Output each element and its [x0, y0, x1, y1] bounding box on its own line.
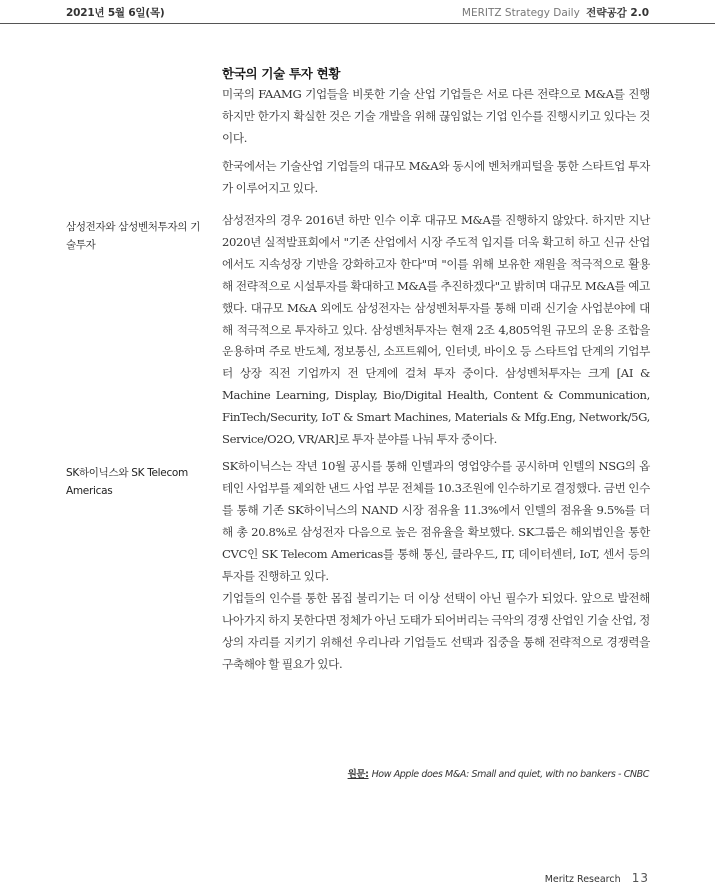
header-publication: [462, 5, 649, 20]
body-paragraph-5: 기업들의 인수를 통한 몸집 불리기는 더 이상 선택이 아닌 필수가 되었다. 앞으로 발전해 나아가지 하지 못한다면 정체가 아닌 도태가 되어버리는 극악의 경쟁 산업인 기술 산업, 정상의 자리를 지키기 위해선 우리나라 기업들도 선택과 집중을 통해 전략적으로 경쟁력을 구축해야 할 필요가 있다.: [222, 591, 650, 671]
body-paragraph-2: 한국에서는 기술산업 기업들의 대규모 M&A와 동시에 벤처캐피털을 통한 스타트업 투자가 이루어지고 있다.: [222, 159, 650, 195]
body-paragraph-1: 미국의 FAAMG 기업들을 비롯한 기술 산업 기업들은 서로 다른 전략으로 M&A를 진행하지만 한가지 확실한 것은 기술 개발을 위해 끊임없는 기업 인수를 진행시키고 있다는 것이다.: [222, 87, 650, 145]
header-divider: [0, 23, 715, 24]
body-paragraph-4: SK하이닉스는 작년 10월 공시를 통해 인텔과의 영업양수를 공시하며 인텔의 NSG의 옵테인 사업부를 제외한 낸드 사업 부문 전체를 10.3조원에 인수하기로 결정했다. 금번 인수를 통해 기존 SK하이닉스의 NAND 시장 점유율 11.3%에서 인텔의 점유율 9.5%를 더해 총 20.8%로 삼성전자 다음으로 높은 점유율을 확보했다. SK그룹은 해외법인을 통한 CVC인 SK Telecom Americas를 통해 통신, 클라우드, IT, 데이터센터, IoT, 센서 등의 투자를 진행하고 있다.: [222, 459, 650, 583]
footer-brand: Meritz Research: [544, 874, 621, 885]
section-heading: 한국의 기술 투자 현황: [222, 66, 341, 81]
publication-name: MERITZ Strategy Daily: [461, 7, 580, 19]
report-date: 2021년 5월 6일(목): [66, 7, 165, 19]
page-header: [0, 0, 715, 24]
page-number: 13: [631, 871, 649, 885]
side-note-sk-hynix: SK하이닉스와 SK Telecom Americas: [66, 467, 188, 497]
section-name: 전략공감 2.0: [586, 7, 649, 19]
side-note-samsung: 삼성전자와 삼성벤처투자의 기술투자: [66, 221, 201, 251]
source-label: 원문:: [347, 769, 369, 780]
page-footer: [545, 867, 649, 886]
source-text: How Apple does M&A: Small and quiet, with no bankers - CNBC: [371, 769, 649, 780]
source-citation: [348, 766, 649, 780]
body-paragraph-3: 삼성전자의 경우 2016년 하만 인수 이후 대규모 M&A를 진행하지 않았다. 하지만 지난 2020년 실적발표회에서 "기존 산업에서 시장 주도적 입지를 더욱 확고히 하고 신규 산업에서도 지속성장 기반을 강화하고자 한다"며 "이를 위해 보유한 재원을 적극적으로 활용해 전략적으로 시설투자를 확대하고 M&A를 추진하겠다"고 밝히며 대규모 M&A를 예고했다. 대규모 M&A 외에도 삼성전자는 삼성벤처투자를 통해 미래 신기술 사업분야에 대해 적극적으로 투자하고 있다. 삼성벤처투자는 현재 2조 4,805억원 규모의 운용 조합을 운용하며 주로 반도체, 정보통신, 소프트웨어, 인터넷, 바이오 등 스타트업 단계의 기업부터 상장 직전 기업까지 전 단계에 걸쳐 투자 중이다. 삼성벤처투자는 크게 [AI & Machine Learning, Display, Bio/Digital Health, Content & Communication, FinTech/Security, IoT & Smart Machines, Materials & Mfg.Eng, Network/5G, Service/O2O, VR/AR]로 투자 분야를 나눠 투자 중이다.: [222, 213, 650, 447]
